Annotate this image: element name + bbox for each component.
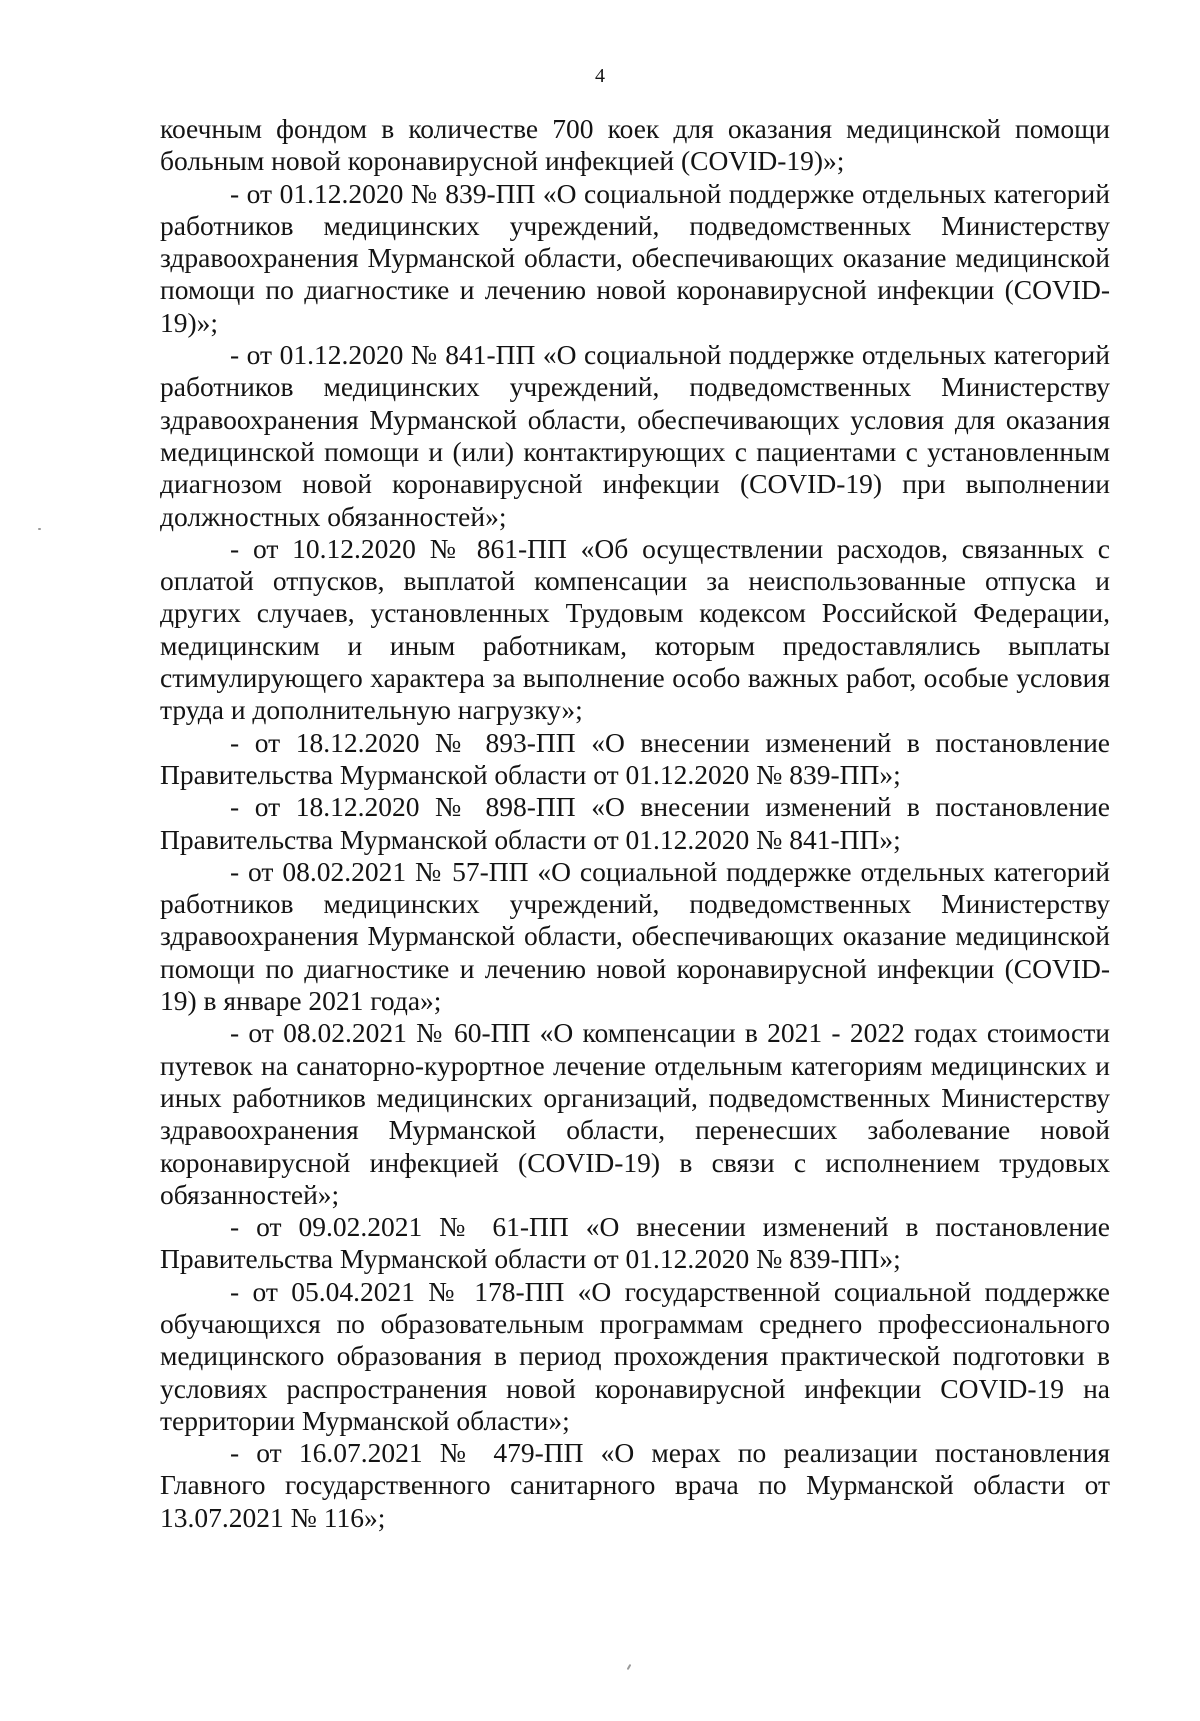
list-item-893-pp: - от 18.12.2020 № 893-ПП «О внесении изменений в постановление Правительства Мурманской области от 01.12.2020 № 839-ПП»; <box>160 726 1110 790</box>
document-body <box>160 113 1110 1534</box>
paragraph-continuation: коечным фондом в количестве 700 коек для оказания медицинской помощи больным новой коронавирусной инфекцией (COVID-19)»; <box>160 113 1110 177</box>
list-item-479-pp: - от 16.07.2021 № 479-ПП «О мерах по реализации постановления Главного государственного санитарного врача по Мурманской области от 13.07.2021 № 116»; <box>160 1437 1110 1533</box>
list-item-60-pp: - от 08.02.2021 № 60-ПП «О компенсации в 2021 - 2022 годах стоимости путевок на санаторно-курортное лечение отдельным категориям медицинских и иных работников медицинских организаций, подведомственных Министерству здравоохранения Мурманской области, перенесших заболевание новой коронавирусной инфекцией (COVID-19) в связи с исполнением трудовых обязанностей»; <box>160 1017 1110 1210</box>
list-item-839-pp: - от 01.12.2020 № 839-ПП «О социальной поддержке отдельных категорий работников медицинских учреждений, подведомственных Министерству здравоохранения Мурманской области, обеспечивающих оказание медицинской помощи по диагностике и лечению новой коронавирусной инфекции (COVID-19)»; <box>160 177 1110 338</box>
scan-speck <box>627 1664 632 1670</box>
page-number: 4 <box>595 65 605 87</box>
list-item-178-pp: - от 05.04.2021 № 178-ПП «О государственной социальной поддержке обучающихся по образовательным программам среднего профессионального медицинского образования в период прохождения практической подготовки в условиях распространения новой коронавирусной инфекции COVID-19 на территории Мурманской области»; <box>160 1275 1110 1436</box>
list-item-61-pp: - от 09.02.2021 № 61-ПП «О внесении изменений в постановление Правительства Мурманской области от 01.12.2020 № 839-ПП»; <box>160 1211 1110 1275</box>
list-item-57-pp: - от 08.02.2021 № 57-ПП «О социальной поддержке отдельных категорий работников медицинских учреждений, подведомственных Министерству здравоохранения Мурманской области, обеспечивающих оказание медицинской помощи по диагностике и лечению новой коронавирусной инфекции (COVID-19) в январе 2021 года»; <box>160 855 1110 1017</box>
list-item-841-pp: - от 01.12.2020 № 841-ПП «О социальной поддержке отдельных категорий работников медицинских учреждений, подведомственных Министерству здравоохранения Мурманской области, обеспечивающих условия для оказания медицинской помощи и (или) контактирующих с пациентами с установленным диагнозом новой коронавирусной инфекции (COVID-19) при выполнении должностных обязанностей»; <box>160 339 1110 532</box>
scan-speck <box>38 528 41 530</box>
list-item-898-pp: - от 18.12.2020 № 898-ПП «О внесении изменений в постановление Правительства Мурманской области от 01.12.2020 № 841-ПП»; <box>160 791 1110 855</box>
list-item-861-pp: - от 10.12.2020 № 861-ПП «Об осуществлении расходов, связанных с оплатой отпусков, выплатой компенсации за неиспользованные отпуска и других случаев, установленных Трудовым кодексом Российской Федерации, медицинским и иным работникам, которым предоставлялись выплаты стимулирующего характера за выполнение особо важных работ, особые условия труда и дополнительную нагрузку»; <box>160 532 1110 726</box>
